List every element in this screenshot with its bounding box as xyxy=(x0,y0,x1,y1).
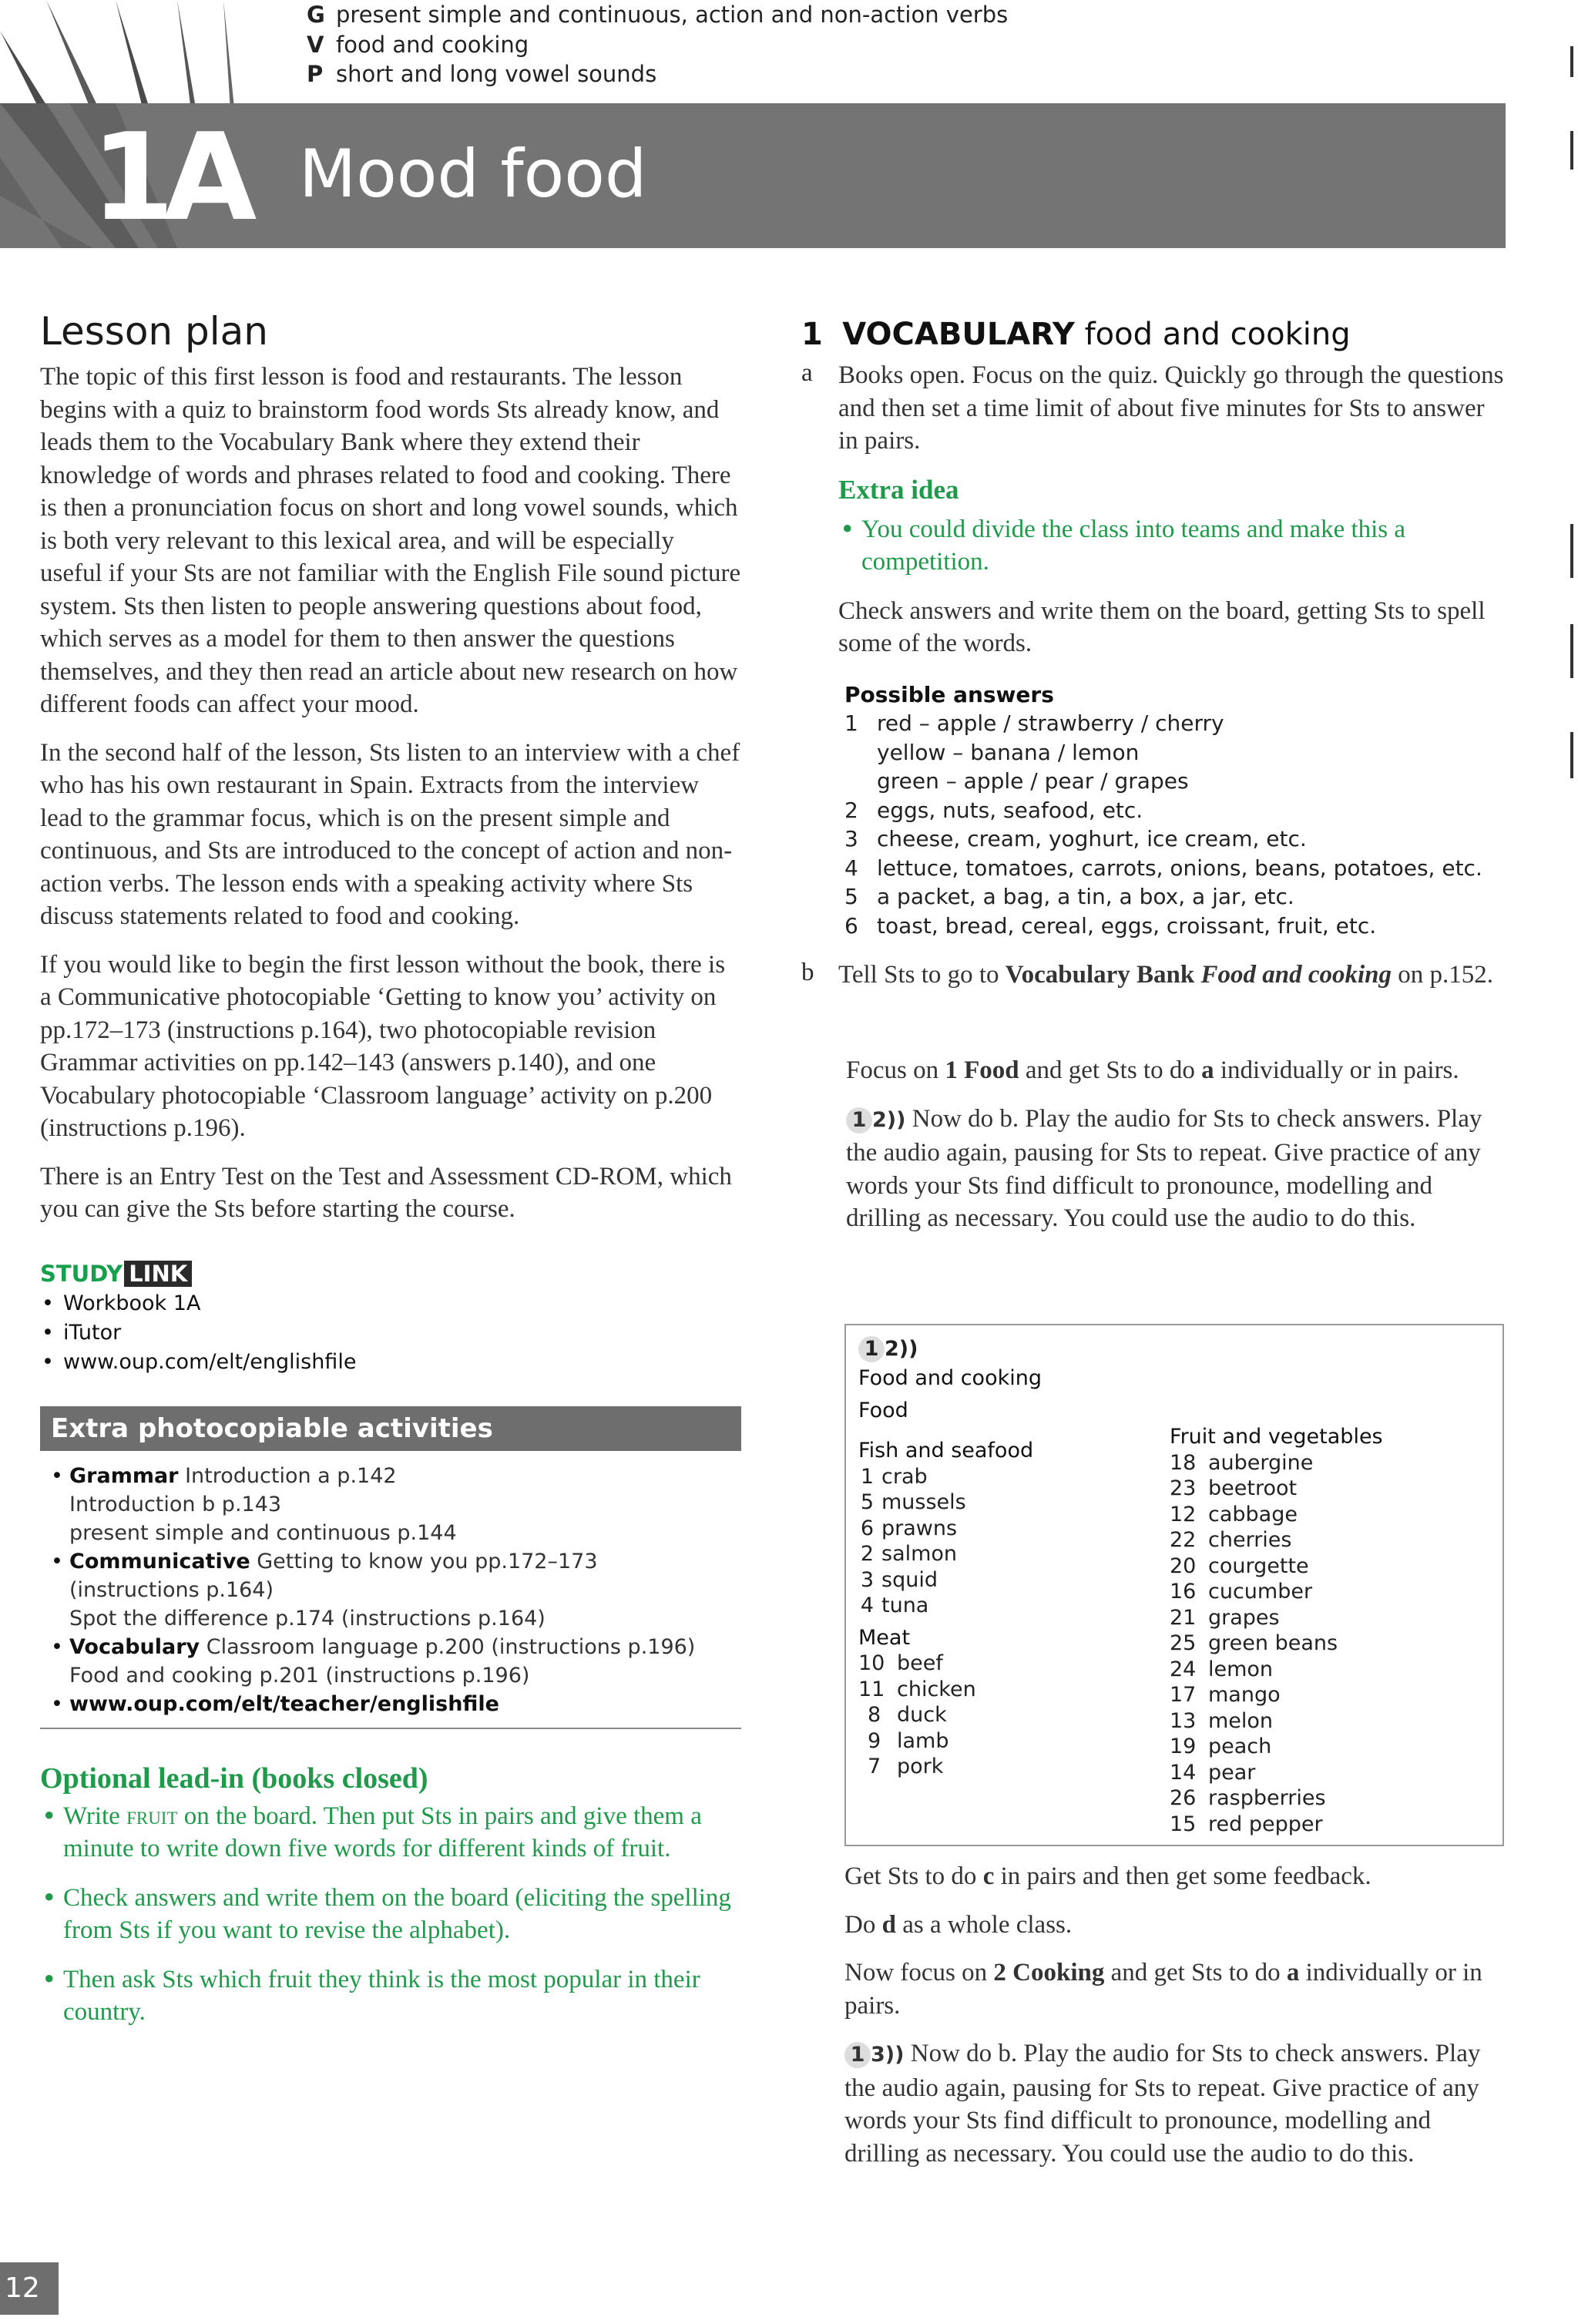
paragraph-2: In the second half of the lesson, Sts listen to an interview with a chef who has his own restaurant in Spain. Extracts from the interview lead to the grammar focus, which is on the present simple and continuous, and Sts are introduced to the concept of action and non-action verbs. The lesson ends with a speaking activity where Sts discuss statements related to food and cooking. xyxy=(40,738,740,930)
list-item: 23 beetroot xyxy=(1170,1476,1298,1500)
edge-mark xyxy=(1570,131,1573,170)
optional-bullet-3: • Then ask Sts which fruit they think is the most popular in their country. xyxy=(40,1963,741,2028)
list-item: 2 salmon xyxy=(860,1542,958,1566)
fruit-list: Fruit and vegetables 18 aubergine 23 beetroot 12 cabbage 22 cherries 20 courgette 16 cucumber 21 grapes 25 green beans 24 lemon 17 mango 13 melon 19 peach 14 pear 26 raspberries 15 red pepper xyxy=(1170,1425,1383,1836)
edge-mark xyxy=(1570,524,1573,578)
extra-communicative: • Communicative Getting to know you pp.172–173 xyxy=(40,1547,741,1576)
page-number: 12 xyxy=(0,2262,59,2315)
exercise-a: a Books open. Focus on the quiz. Quickly go through the questions and then set a time limit of about five minutes for Sts to answer in pairs. Extra idea • You could divide the class into teams and make this a competition. Check answers and write them on the board, getting Sts to spell some of the words. Possible answers 1 red – apple / strawberry / cherry yellow – banana / lemon green – apple / pear / grapes 2 eggs, nuts, seafood, etc. 3 cheese, cream, yoghurt, ice cream, etc. 4 lettuce, tomatoes, carrots, onions, beans, potatoes, etc. 5 a packet, a bag, a tin, a box, a jar, etc. 6 toast, bread, cereal, eggs, croissant, fruit, etc. xyxy=(801,359,1506,940)
edge-mark xyxy=(1570,732,1573,778)
list-item: 1 crab xyxy=(860,1464,928,1489)
study-link-heading: STUDY LINK xyxy=(40,1258,741,1289)
audio-instructions-1: 1 2)) Now do b. Play the audio for Sts to check answers. Play the audio again, pausing for Sts to repeat. Give practice of any words your Sts find difficult to pronounce, modelling and drilling as necessary. You could use the audio to do this. xyxy=(846,1104,1482,1232)
focus-vocabulary: V food and cooking xyxy=(307,31,529,58)
list-item: 8 duck xyxy=(868,1703,947,1727)
vocabulary-heading: 1 VOCABULARY food and cooking xyxy=(801,317,1351,352)
paragraph-1: The topic of this first lesson is food and restaurants. The lesson begins with a quiz to brainstorm food words Sts already know, and leads them to the Vocabulary Bank where they extend their knowledge of words and phrases related to food and cooking. There is then a pronunciation focus on short and long vowel sounds, which is both very relevant to this lexical area, and will be especially useful if your Sts are not familiar with the English File sound picture system. Sts then listen to people answering questions about food, which serves as a model for them to then answer the questions themselves, and they then read an article about new research on how different foods can affect your mood. xyxy=(40,363,741,718)
answer-5: 5 a packet, a bag, a tin, a box, a jar, etc. xyxy=(844,884,1294,909)
optional-bullet-1: • Write fruit on the board. Then put Sts in pairs and give them a minute to write down five words for different kinds of fruit. xyxy=(40,1800,741,1865)
right-column-bottom xyxy=(844,1860,1509,2170)
list-item: 17 mango xyxy=(1170,1683,1281,1707)
list-item: 18 aubergine xyxy=(1170,1450,1314,1475)
list-item: 3 squid xyxy=(860,1567,938,1592)
list-item: 16 cucumber xyxy=(1170,1580,1313,1604)
list-item: 7 pork xyxy=(868,1755,944,1778)
extra-grammar: • Grammar Introduction a p.142 xyxy=(40,1462,741,1490)
audio-track-box-icon[interactable]: 1 2)) xyxy=(858,1336,918,1362)
list-item: 22 cherries xyxy=(1170,1528,1292,1552)
focus-food-text: Focus on 1 Food and get Sts to do a individually or in pairs. xyxy=(846,1056,1459,1084)
audio-track-1-2-icon[interactable]: 1 2)) xyxy=(846,1104,905,1137)
list-item: 9 lamb xyxy=(868,1728,949,1753)
exercise-d-text: Do d as a whole class. xyxy=(844,1910,1073,1939)
right-column xyxy=(801,314,1506,992)
possible-answers: Possible answers 1 red – apple / strawberry / cherry yellow – banana / lemon green – apple / pear / grapes 2 eggs, nuts, seafood, etc. 3 cheese, cream, yoghurt, ice cream, etc. 4 lettuce, tomatoes, carrots, onions, beans, potatoes, etc. 5 a packet, a bag, a tin, a box, a jar, etc. 6 toast, bread, cereal, eggs, croissant, fruit, etc. xyxy=(838,680,1506,941)
list-item: 21 grapes xyxy=(1170,1605,1280,1630)
study-link-workbook: • Workbook 1A xyxy=(40,1289,741,1318)
extra-idea-list: • You could divide the class into teams and make this a competition. xyxy=(838,513,1506,578)
list-item: 24 lemon xyxy=(1170,1657,1274,1681)
study-link-list xyxy=(40,1289,741,1377)
audio-track-1-3-icon[interactable]: 1 3)) xyxy=(844,2039,904,2072)
list-item: 11 chicken xyxy=(858,1677,976,1701)
list-item: 12 cabbage xyxy=(1170,1502,1298,1526)
audio-script-box: 1 2)) Food and cooking Food Fish and seafood 1 crab 5 mussels 6 prawns 2 salmon 3 squid 4 tuna Meat 10 beef 11 chicken 8 duck 9 lamb 7 pork Fruit and vegetables 18 aubergine 23 beetroot 12 cabbage 22 cherries 20 courgette 16 cucumber 21 grapes 25 green beans 24 lemon 17 mango 13 melon 19 peach 14 pear 26 raspberries 15 red pepper xyxy=(844,1324,1504,1846)
list-item: 4 tuna xyxy=(860,1594,929,1617)
list-item: 6 prawns xyxy=(860,1516,958,1540)
focus-pronunciation: P short and long vowel sounds xyxy=(307,61,657,87)
edge-mark xyxy=(1570,624,1573,678)
answer-2: 2 eggs, nuts, seafood, etc. xyxy=(844,797,1143,823)
extra-photocopiable-list: • Grammar Introduction a p.142 Introduction b p.143 present simple and continuous p.144 • Communicative Getting to know you pp.172–173 (instructions p.164) Spot the difference p.174 (instructions p.164) • Vocabulary Classroom language p.200 (instructions p.196) Food and cooking p.201 (instructions p.196) • www.oup.com/elt/teacher/englishfile xyxy=(40,1462,741,1718)
focus-cooking-text: Now focus on 2 Cooking and get Sts to do a individually or in pairs. xyxy=(844,1959,1482,2020)
paragraph-3: If you would like to begin the first lesson without the book, there is a Communicative photocopiable ‘Getting to know you’ activity on pp.172–173 (instructions p.164), two photocopiable revision Grammar activities on pp.142–143 (answers p.140), and one Vocabulary photocopiable ‘Classroom language’ activity on p.200 (instructions p.196). xyxy=(40,950,726,1142)
answer-6: 6 toast, bread, cereal, eggs, croissant, fruit, etc. xyxy=(844,912,1377,939)
extra-vocabulary: • Vocabulary Classroom language p.200 (instructions p.196) xyxy=(40,1633,741,1661)
optional-leadin-list xyxy=(40,1800,741,2028)
answer-1: 1 red – apple / strawberry / cherry xyxy=(844,710,1224,736)
left-column xyxy=(40,308,741,2045)
paragraph-4: There is an Entry Test on the Test and Assessment CD-ROM, which you can give the Sts before starting the course. xyxy=(40,1162,732,1223)
lesson-title-banner xyxy=(0,103,1506,248)
list-item: 20 courgette xyxy=(1170,1553,1309,1578)
list-item: 19 peach xyxy=(1170,1735,1272,1758)
extra-teacher-url[interactable]: • www.oup.com/elt/teacher/englishfile xyxy=(40,1690,741,1718)
lesson-code: 1A xyxy=(91,107,247,247)
study-link-itutor: • iTutor xyxy=(40,1318,741,1348)
fish-list: Fish and seafood 1 crab 5 mussels 6 prawns 2 salmon 3 squid 4 tuna Meat 10 beef 11 chicken 8 duck 9 lamb 7 pork xyxy=(858,1439,1034,1778)
check-answers-text: Check answers and write them on the board, getting Sts to spell some of the words. xyxy=(838,596,1486,657)
list-item: 15 red pepper xyxy=(1170,1812,1323,1836)
audio-instructions-2: 1 3)) Now do b. Play the audio for Sts to check answers. Play the audio again, pausing for Sts to repeat. Give practice of any words your Sts find difficult to pronounce, modelling and drilling as necessary. You could use the audio to do this. xyxy=(844,2040,1481,2168)
list-item: 25 green beans xyxy=(1170,1631,1338,1655)
list-item: 5 mussels xyxy=(860,1490,966,1514)
lesson-focus-list xyxy=(307,0,1008,89)
extra-photocopiable-heading: Extra photocopiable activities xyxy=(40,1406,741,1451)
focus-grammar: G present simple and continuous, action and non-action verbs xyxy=(307,2,1009,28)
answer-3: 3 cheese, cream, yoghurt, ice cream, etc. xyxy=(844,826,1307,851)
list-item: 13 melon xyxy=(1170,1708,1274,1733)
extra-idea-heading: Extra idea xyxy=(838,474,959,505)
list-item: 26 raspberries xyxy=(1170,1786,1326,1810)
optional-bullet-2: • Check answers and write them on the board (eliciting the spelling from Sts if you want to revise the alphabet). xyxy=(40,1882,741,1946)
answer-4: 4 lettuce, tomatoes, carrots, onions, beans, potatoes, etc. xyxy=(844,855,1482,881)
lesson-plan-heading: Lesson plan xyxy=(40,309,268,354)
edge-mark xyxy=(1570,46,1573,77)
lesson-title: Mood food xyxy=(299,136,647,213)
exercise-b: b Tell Sts to go to Vocabulary Bank Food and cooking on p.152. xyxy=(801,959,1494,989)
study-link-url[interactable]: • www.oup.com/elt/englishfile xyxy=(40,1348,741,1377)
right-column-lower xyxy=(846,1054,1509,1235)
list-item: 10 beef xyxy=(858,1651,943,1675)
exercise-c-text: Get Sts to do c in pairs and then get some feedback. xyxy=(844,1862,1372,1890)
list-item: 14 pear xyxy=(1170,1760,1256,1785)
optional-leadin-heading: Optional lead-in (books closed) xyxy=(40,1761,428,1795)
